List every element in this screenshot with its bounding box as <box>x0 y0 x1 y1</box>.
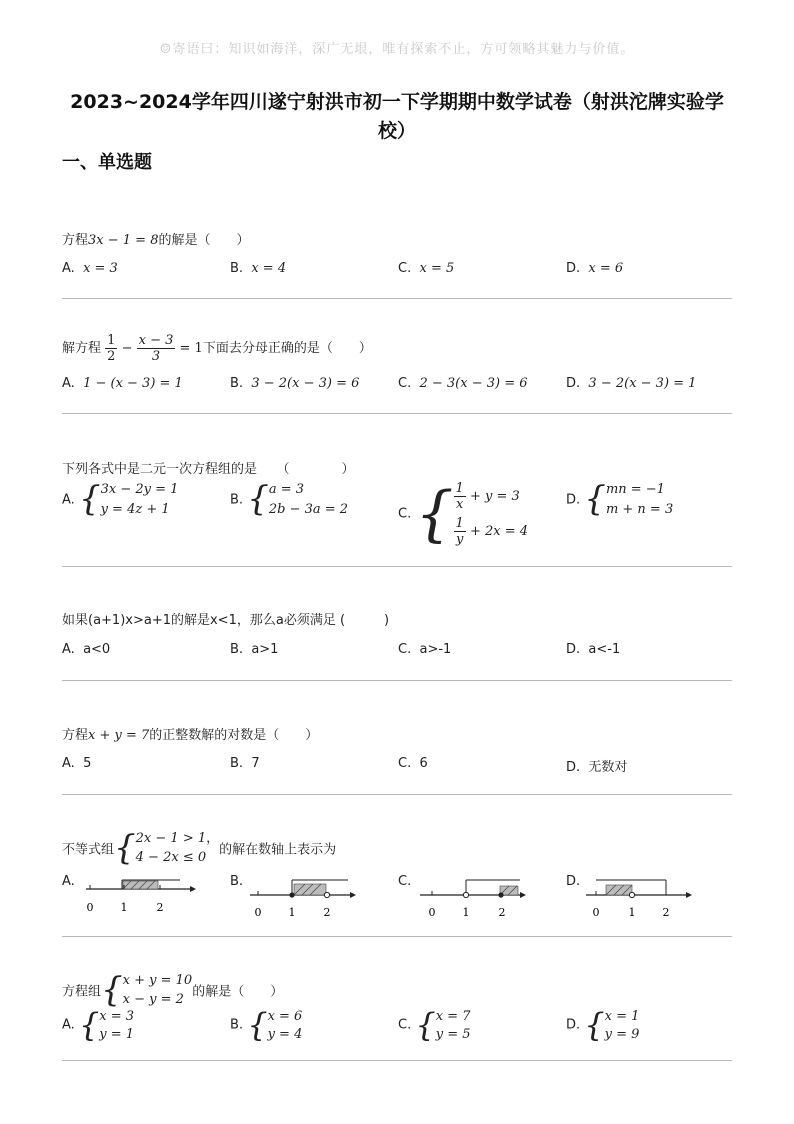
system-row: a = 3 <box>268 482 305 497</box>
q1-option-d[interactable] <box>566 261 623 276</box>
option-letter: A. <box>62 261 75 276</box>
q2-suffix: 下面去分母正确的是（ ） <box>202 341 372 356</box>
q7-option-b[interactable] <box>230 1007 302 1043</box>
option-text: x = 6 <box>588 261 624 276</box>
q2-option-a[interactable] <box>62 376 183 391</box>
numerator: 1 <box>455 481 464 496</box>
tick-label-2: 2 <box>662 906 670 919</box>
tick-label-0: 0 <box>254 906 262 919</box>
inequality-system <box>114 829 219 867</box>
left-brace: { <box>101 970 123 1010</box>
divider <box>62 413 732 414</box>
q5-option-b[interactable] <box>230 756 260 771</box>
left-brace: { <box>78 1006 100 1044</box>
system-row <box>454 516 528 547</box>
q3-option-b[interactable] <box>230 480 348 520</box>
option-text: 无数对 <box>588 760 628 775</box>
option-letter: B. <box>230 376 244 391</box>
system-row: y = 4 <box>267 1026 303 1042</box>
minus-sign: − <box>121 341 133 356</box>
equation-tail: = 1 <box>179 341 203 356</box>
q4-option-a[interactable] <box>62 642 110 657</box>
open-dot <box>463 892 468 897</box>
option-letter: A. <box>62 756 75 771</box>
equation-system <box>584 480 673 520</box>
q6-option-b-number-line[interactable] <box>248 870 360 918</box>
denominator: 2 <box>107 349 116 364</box>
tick-label-1: 1 <box>120 901 128 914</box>
hatched-region <box>294 884 326 895</box>
option-letter: D. <box>566 376 581 391</box>
axis-arrow <box>520 892 526 898</box>
open-dot <box>629 892 634 897</box>
system-row <box>454 481 528 512</box>
option-text: 6 <box>419 756 428 771</box>
q2-option-c[interactable] <box>398 376 528 391</box>
option-text: 7 <box>251 756 260 771</box>
divider <box>62 1060 732 1061</box>
axis-arrow <box>686 892 692 898</box>
left-brace: { <box>114 828 136 868</box>
equation-system <box>247 480 348 520</box>
q1-prefix: 方程 <box>62 233 89 248</box>
q1-option-a[interactable] <box>62 261 118 276</box>
system-row: y = 1 <box>99 1026 135 1042</box>
denominator: y <box>456 532 464 547</box>
system-row: m + n = 3 <box>605 502 674 517</box>
closed-dot <box>289 892 294 897</box>
system-row: x − y = 2 <box>122 992 184 1007</box>
q5-equation: x + y = 7 <box>88 728 150 743</box>
option-letter: C. <box>398 1017 412 1033</box>
q6-option-b-letter[interactable]: B. <box>230 874 244 889</box>
q4-option-d[interactable] <box>566 642 620 657</box>
motto-banner: ☺寄语曰：知识如海洋，深广无垠，唯有探索不止，方可领略其魅力与价值。 <box>159 42 635 57</box>
equation-system <box>79 480 178 520</box>
question-2-stem <box>62 333 372 364</box>
numerator: 1 <box>455 516 464 531</box>
system-row: y = 5 <box>435 1026 471 1042</box>
q6-suffix: 的解在数轴上表示为 <box>219 842 337 858</box>
q7-suffix: 的解是（ ） <box>192 984 284 1000</box>
option-text: x = 4 <box>251 261 287 276</box>
option-letter: D. <box>566 642 581 657</box>
row-tail: + y = 3 <box>469 489 520 504</box>
closed-dot <box>498 892 503 897</box>
q4-option-c[interactable] <box>398 642 451 657</box>
axis-arrow <box>350 892 356 898</box>
q6-option-a-letter[interactable]: A. <box>62 874 75 889</box>
system-row: x + y = 10 <box>122 973 193 988</box>
divider <box>62 936 732 937</box>
option-text: x = 5 <box>419 261 455 276</box>
option-text: 1 − (x − 3) = 1 <box>83 376 183 391</box>
tick-label-0: 0 <box>86 901 94 914</box>
option-text: 2 − 3(x − 3) = 6 <box>419 376 528 391</box>
option-letter: D. <box>566 492 581 508</box>
q6-option-d-number-line[interactable] <box>584 870 696 918</box>
option-letter: C. <box>398 261 412 276</box>
tick-label-1: 1 <box>462 906 470 919</box>
q4-option-b[interactable] <box>230 642 278 657</box>
system-row: 3x − 2y = 1 <box>100 482 179 497</box>
system-row <box>136 830 219 847</box>
system-row: 2b − 3a = 2 <box>268 502 349 517</box>
numerator: 1 <box>107 333 116 348</box>
option-letter: C. <box>398 376 412 391</box>
system-row: x = 7 <box>435 1008 471 1024</box>
equation-system <box>79 1007 134 1043</box>
option-text: a>-1 <box>419 642 452 657</box>
question-4-stem: 如果(a+1)x>a+1的解是x<1，那么a必须满足 ( ) <box>62 613 390 628</box>
system-row: x = 1 <box>604 1008 640 1024</box>
tick-label-2: 2 <box>323 906 331 919</box>
left-brace: { <box>415 479 454 549</box>
exam-title: 2023~2024学年四川遂宁射洪市初一下学期期中数学试卷（射洪沱牌实验学校） <box>70 91 724 142</box>
open-dot <box>324 892 329 897</box>
q3-option-c[interactable] <box>398 479 528 549</box>
fraction-one-half <box>105 333 117 364</box>
q2-option-d[interactable] <box>566 376 696 391</box>
numerator: x − 3 <box>138 333 174 348</box>
q7-option-a[interactable] <box>62 1007 134 1043</box>
fraction-1-over-y <box>454 516 466 547</box>
tick-label-0: 0 <box>428 906 436 919</box>
option-letter: A. <box>62 492 75 508</box>
question-5-stem <box>62 724 318 743</box>
option-letter: D. <box>566 261 581 276</box>
tick-label-2: 2 <box>156 901 164 914</box>
equation-system <box>415 1007 470 1043</box>
option-letter: A. <box>62 1017 75 1033</box>
option-letter: B. <box>230 756 244 771</box>
system-row: y = 4z + 1 <box>100 502 170 517</box>
inequality-row: 2x − 1 > 1 <box>135 831 207 846</box>
question-3-stem: 下列各式中是二元一次方程组的是 （ ） <box>62 462 355 477</box>
option-letter: D. <box>566 1017 581 1033</box>
tick-label-2: 2 <box>498 906 506 919</box>
option-letter: D. <box>566 760 581 775</box>
option-letter: C. <box>398 642 412 657</box>
q6-option-d-letter[interactable]: D. <box>566 874 581 889</box>
q5-option-a[interactable] <box>62 756 91 771</box>
left-brace: { <box>415 1006 436 1044</box>
q3-option-a[interactable] <box>62 480 178 520</box>
section-heading: 一、单选题 <box>62 152 152 173</box>
option-text: 5 <box>83 756 92 771</box>
option-letter: B. <box>230 492 244 508</box>
option-letter: B. <box>230 1017 244 1033</box>
q5-option-c[interactable] <box>398 756 428 771</box>
comma: ， <box>206 831 220 846</box>
q5-suffix: 的正整数解的对数是（ ） <box>149 728 319 743</box>
option-letter: B. <box>230 261 244 276</box>
q6-option-a-number-line[interactable] <box>84 870 196 918</box>
option-text: x = 3 <box>83 261 118 276</box>
question-6-stem <box>62 829 336 867</box>
question-1-stem <box>62 229 250 248</box>
option-text: a<0 <box>83 642 111 657</box>
system-row: y = 9 <box>604 1026 640 1042</box>
q1-equation: 3x − 1 = 8 <box>88 233 159 248</box>
q6-option-c-letter[interactable]: C. <box>398 874 412 889</box>
q6-option-c-number-line[interactable] <box>418 870 530 918</box>
q1-option-b[interactable] <box>230 261 286 276</box>
tick-label-1: 1 <box>288 906 296 919</box>
divider <box>62 794 732 795</box>
tick-label-0: 0 <box>592 906 600 919</box>
option-text: 3 − 2(x − 3) = 1 <box>588 376 697 391</box>
option-text: 3 − 2(x − 3) = 6 <box>251 376 360 391</box>
q1-option-c[interactable] <box>398 261 454 276</box>
question-7-stem <box>62 971 283 1009</box>
q3-option-d[interactable] <box>566 480 673 520</box>
tick-label-1: 1 <box>628 906 636 919</box>
q7-prefix: 方程组 <box>62 984 102 1000</box>
denominator: x <box>456 497 464 512</box>
q7-option-c[interactable] <box>398 1007 471 1043</box>
denominator: 3 <box>151 349 161 364</box>
option-text: a>1 <box>251 642 279 657</box>
q2-prefix: 解方程 <box>62 341 102 356</box>
axis-arrow <box>190 886 196 892</box>
left-brace: { <box>584 1006 605 1044</box>
divider <box>62 298 732 299</box>
system-row: x = 3 <box>99 1008 135 1024</box>
option-letter: B. <box>230 642 244 657</box>
q1-suffix: 的解是（ ） <box>158 233 250 248</box>
divider <box>62 566 732 567</box>
system-row: x = 6 <box>267 1008 303 1024</box>
q6-prefix: 不等式组 <box>62 842 115 858</box>
q5-prefix: 方程 <box>62 728 89 743</box>
fraction-1-over-x <box>454 481 466 512</box>
system-row: mn = −1 <box>605 482 665 497</box>
option-letter: A. <box>62 642 75 657</box>
equation-system <box>247 1007 302 1043</box>
q7-option-d[interactable] <box>566 1007 639 1043</box>
fraction-x-minus-3-over-3 <box>137 333 176 364</box>
row-tail: + 2x = 4 <box>469 524 529 539</box>
left-brace: { <box>584 479 606 519</box>
equation-system <box>415 479 528 549</box>
equation-system <box>584 1007 639 1043</box>
equation-system <box>101 971 192 1009</box>
option-letter: A. <box>62 376 75 391</box>
option-text: a<-1 <box>588 642 621 657</box>
divider <box>62 680 732 681</box>
left-brace: { <box>247 1006 268 1044</box>
left-brace: { <box>78 479 101 519</box>
inequality-row: 4 − 2x ≤ 0 <box>135 850 207 865</box>
option-letter: C. <box>398 756 412 771</box>
q5-option-d[interactable] <box>566 756 627 775</box>
option-letter: C. <box>398 506 412 522</box>
left-brace: { <box>247 479 269 519</box>
q2-option-b[interactable] <box>230 376 359 391</box>
